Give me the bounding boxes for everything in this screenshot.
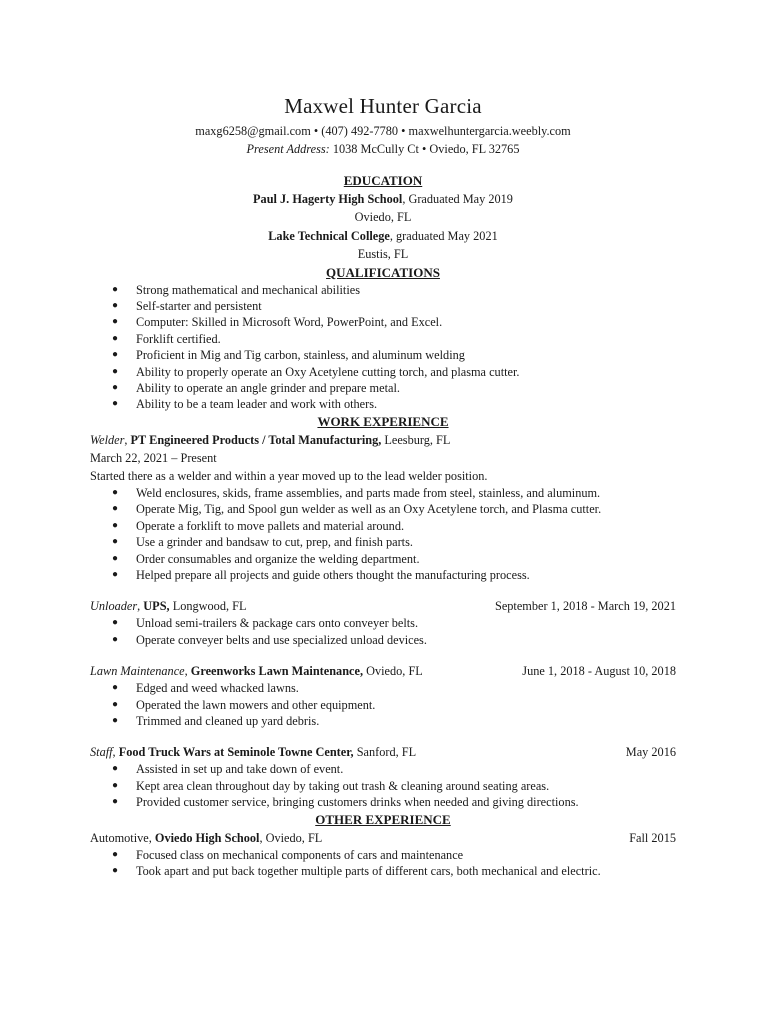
job-title-line: Unloader, UPS, Longwood, FL bbox=[90, 599, 247, 614]
job-location: Leesburg, FL bbox=[384, 432, 451, 447]
job-duties bbox=[90, 615, 676, 648]
bullet-icon: ● bbox=[112, 519, 119, 531]
school-2 bbox=[90, 227, 676, 245]
job-summary: Started there as a welder and within a year moved up to the lead welder position. bbox=[90, 468, 488, 483]
bullet-icon: ● bbox=[112, 617, 119, 629]
bullet-icon: ● bbox=[112, 536, 119, 548]
bullet-icon: ● bbox=[112, 332, 119, 344]
job-role: Unloader bbox=[90, 599, 138, 614]
school-detail: , graduated May 2021 bbox=[389, 228, 498, 243]
list-item: ● Unload semi-trailers & package cars onto conveyer belts. bbox=[112, 616, 419, 631]
job-title-line: Welder, PT Engineered Products / Total Manufacturing, Leesburg, FL bbox=[90, 432, 451, 447]
job-duties bbox=[90, 680, 676, 729]
list-item: ● Weld enclosures, skids, frame assemblies, and parts made from steel, stainless, and aluminum. bbox=[112, 485, 601, 500]
job-company: Oviedo High School bbox=[154, 830, 260, 845]
school-name: Lake Technical College bbox=[268, 228, 390, 243]
list-item: ● Took apart and put back together multiple parts of different cars, both mechanical and electric. bbox=[112, 863, 601, 878]
job-header bbox=[90, 597, 676, 615]
qualifications-heading: QUALIFICATIONS bbox=[326, 264, 440, 280]
list-item: ● Edged and weed whacked lawns. bbox=[112, 681, 299, 696]
list-item: ● Focused class on mechanical components of cars and maintenance bbox=[112, 847, 464, 862]
education-heading: EDUCATION bbox=[343, 173, 423, 188]
school-location: Oviedo, FL bbox=[354, 210, 412, 225]
bullet-icon: ● bbox=[112, 779, 119, 791]
job-dates: September 1, 2018 - March 19, 2021 bbox=[494, 599, 676, 614]
job-dates: March 22, 2021 – Present bbox=[90, 450, 217, 465]
phone: (407) 492-7780 bbox=[321, 124, 399, 138]
qualifications-list bbox=[90, 282, 676, 413]
school-1 bbox=[90, 190, 676, 208]
bullet-icon: ● bbox=[112, 503, 119, 515]
separator: • bbox=[313, 124, 319, 138]
job-duties bbox=[90, 485, 676, 583]
job-header bbox=[90, 743, 676, 761]
list-item: ● Operate a forklift to move pallets and material around. bbox=[112, 518, 405, 533]
job-company: UPS, bbox=[143, 599, 170, 614]
list-item: ● Ability to be a team leader and work with others. bbox=[112, 397, 378, 412]
bullet-icon: ● bbox=[112, 633, 119, 645]
email[interactable]: maxg6258@gmail.com bbox=[195, 124, 311, 138]
job-role: Staff bbox=[90, 745, 113, 760]
bullet-icon: ● bbox=[112, 349, 119, 361]
job-role: Welder bbox=[90, 432, 125, 447]
list-item: ● Helped prepare all projects and guide others thought the manufacturing process. bbox=[112, 567, 530, 582]
other-experience-heading: OTHER EXPERIENCE bbox=[315, 811, 451, 827]
resume-page bbox=[90, 92, 676, 879]
street-address: 1038 McCully Ct bbox=[332, 142, 419, 156]
bullet-icon: ● bbox=[112, 316, 119, 328]
bullet-icon: ● bbox=[112, 848, 119, 860]
school-location: Eustis, FL bbox=[357, 247, 409, 262]
job-role: Automotive, bbox=[90, 830, 152, 845]
bullet-icon: ● bbox=[112, 568, 119, 580]
bullet-icon: ● bbox=[112, 763, 119, 775]
city: Oviedo, FL 32765 bbox=[429, 142, 520, 156]
bullet-icon: ● bbox=[112, 398, 119, 410]
list-item: ● Provided customer service, bringing customers drinks when needed and giving directions. bbox=[112, 795, 579, 810]
list-item: ● Trimmed and cleaned up yard debris. bbox=[112, 713, 320, 728]
job-title-line: Staff, Food Truck Wars at Seminole Towne Center, Sanford, FL bbox=[90, 745, 417, 760]
bullet-icon: ● bbox=[112, 682, 119, 694]
bullet-icon: ● bbox=[112, 796, 119, 808]
bullet-icon: ● bbox=[112, 714, 119, 726]
bullet-icon: ● bbox=[112, 382, 119, 394]
contact-line bbox=[90, 122, 676, 140]
list-item: ● Operate conveyer belts and use specialized unload devices. bbox=[112, 632, 427, 647]
bullet-icon: ● bbox=[112, 365, 119, 377]
separator: • bbox=[422, 142, 427, 156]
list-item: ● Ability to properly operate an Oxy Acetylene cutting torch, and plasma cutter. bbox=[112, 364, 520, 379]
list-item: ● Strong mathematical and mechanical abilities bbox=[112, 282, 360, 297]
school-detail: , Graduated May 2019 bbox=[402, 192, 513, 206]
job-company: Greenworks Lawn Maintenance, bbox=[190, 664, 364, 679]
list-item: ● Kept area clean throughout day by taking out trash & cleaning around seating areas. bbox=[112, 778, 550, 793]
list-item: ● Ability to operate an angle grinder and prepare metal. bbox=[112, 381, 400, 396]
list-item: ● Order consumables and organize the welding department. bbox=[112, 551, 420, 566]
job-dates: June 1, 2018 - August 10, 2018 bbox=[522, 664, 676, 679]
list-item: ● Operate Mig, Tig, and Spool gun welder as well as an Oxy Acetylene torch, and Plasma cutter. bbox=[112, 502, 602, 517]
list-item: ● Operated the lawn mowers and other equipment. bbox=[112, 697, 376, 712]
list-item: ● Computer: Skilled in Microsoft Word, PowerPoint, and Excel. bbox=[112, 315, 443, 330]
job-duties bbox=[90, 761, 676, 810]
bullet-icon: ● bbox=[112, 300, 119, 312]
job-company: Food Truck Wars at Seminole Towne Center, bbox=[118, 745, 354, 760]
list-item: ● Use a grinder and bandsaw to cut, prep, and finish parts. bbox=[112, 535, 413, 550]
job-location: , Oviedo, FL bbox=[259, 830, 323, 845]
job-header bbox=[90, 662, 676, 680]
job-role: Lawn Maintenance bbox=[90, 664, 185, 679]
job-dates: Fall 2015 bbox=[629, 830, 676, 845]
job-header bbox=[90, 829, 676, 847]
job-location: Oviedo, FL bbox=[366, 664, 423, 679]
bullet-icon: ● bbox=[112, 486, 119, 498]
work-experience-heading: WORK EXPERIENCE bbox=[317, 413, 449, 429]
job-company: PT Engineered Products / Total Manufacturing, bbox=[130, 432, 382, 447]
job-duties bbox=[90, 847, 676, 880]
job-dates: May 2016 bbox=[625, 745, 676, 760]
job-location: Sanford, FL bbox=[356, 745, 417, 760]
job-location: Longwood, FL bbox=[172, 599, 247, 614]
bullet-icon: ● bbox=[112, 283, 119, 295]
school-name: Paul J. Hagerty High School bbox=[253, 192, 403, 206]
list-item: ● Proficient in Mig and Tig carbon, stainless, and aluminum welding bbox=[112, 348, 465, 363]
job-title-line: Lawn Maintenance, Greenworks Lawn Maintenance, Oviedo, FL bbox=[90, 664, 423, 679]
list-item: ● Forklift certified. bbox=[112, 331, 221, 346]
list-item: ● Self-starter and persistent bbox=[112, 299, 262, 314]
bullet-icon: ● bbox=[112, 552, 119, 564]
address-label: Present Address bbox=[246, 142, 326, 156]
job-title-line bbox=[90, 829, 322, 847]
list-item: ● Assisted in set up and take down of event. bbox=[112, 762, 344, 777]
address-line: Present Address: 1038 McCully Ct • Oviedo, FL 32765 bbox=[246, 142, 520, 156]
separator: • bbox=[401, 124, 406, 138]
website[interactable]: maxwelhuntergarcia.weebly.com bbox=[408, 124, 571, 138]
bullet-icon: ● bbox=[112, 864, 119, 876]
job-header bbox=[90, 431, 676, 449]
bullet-icon: ● bbox=[112, 698, 119, 710]
candidate-name: Maxwel Hunter Garcia bbox=[284, 94, 482, 118]
